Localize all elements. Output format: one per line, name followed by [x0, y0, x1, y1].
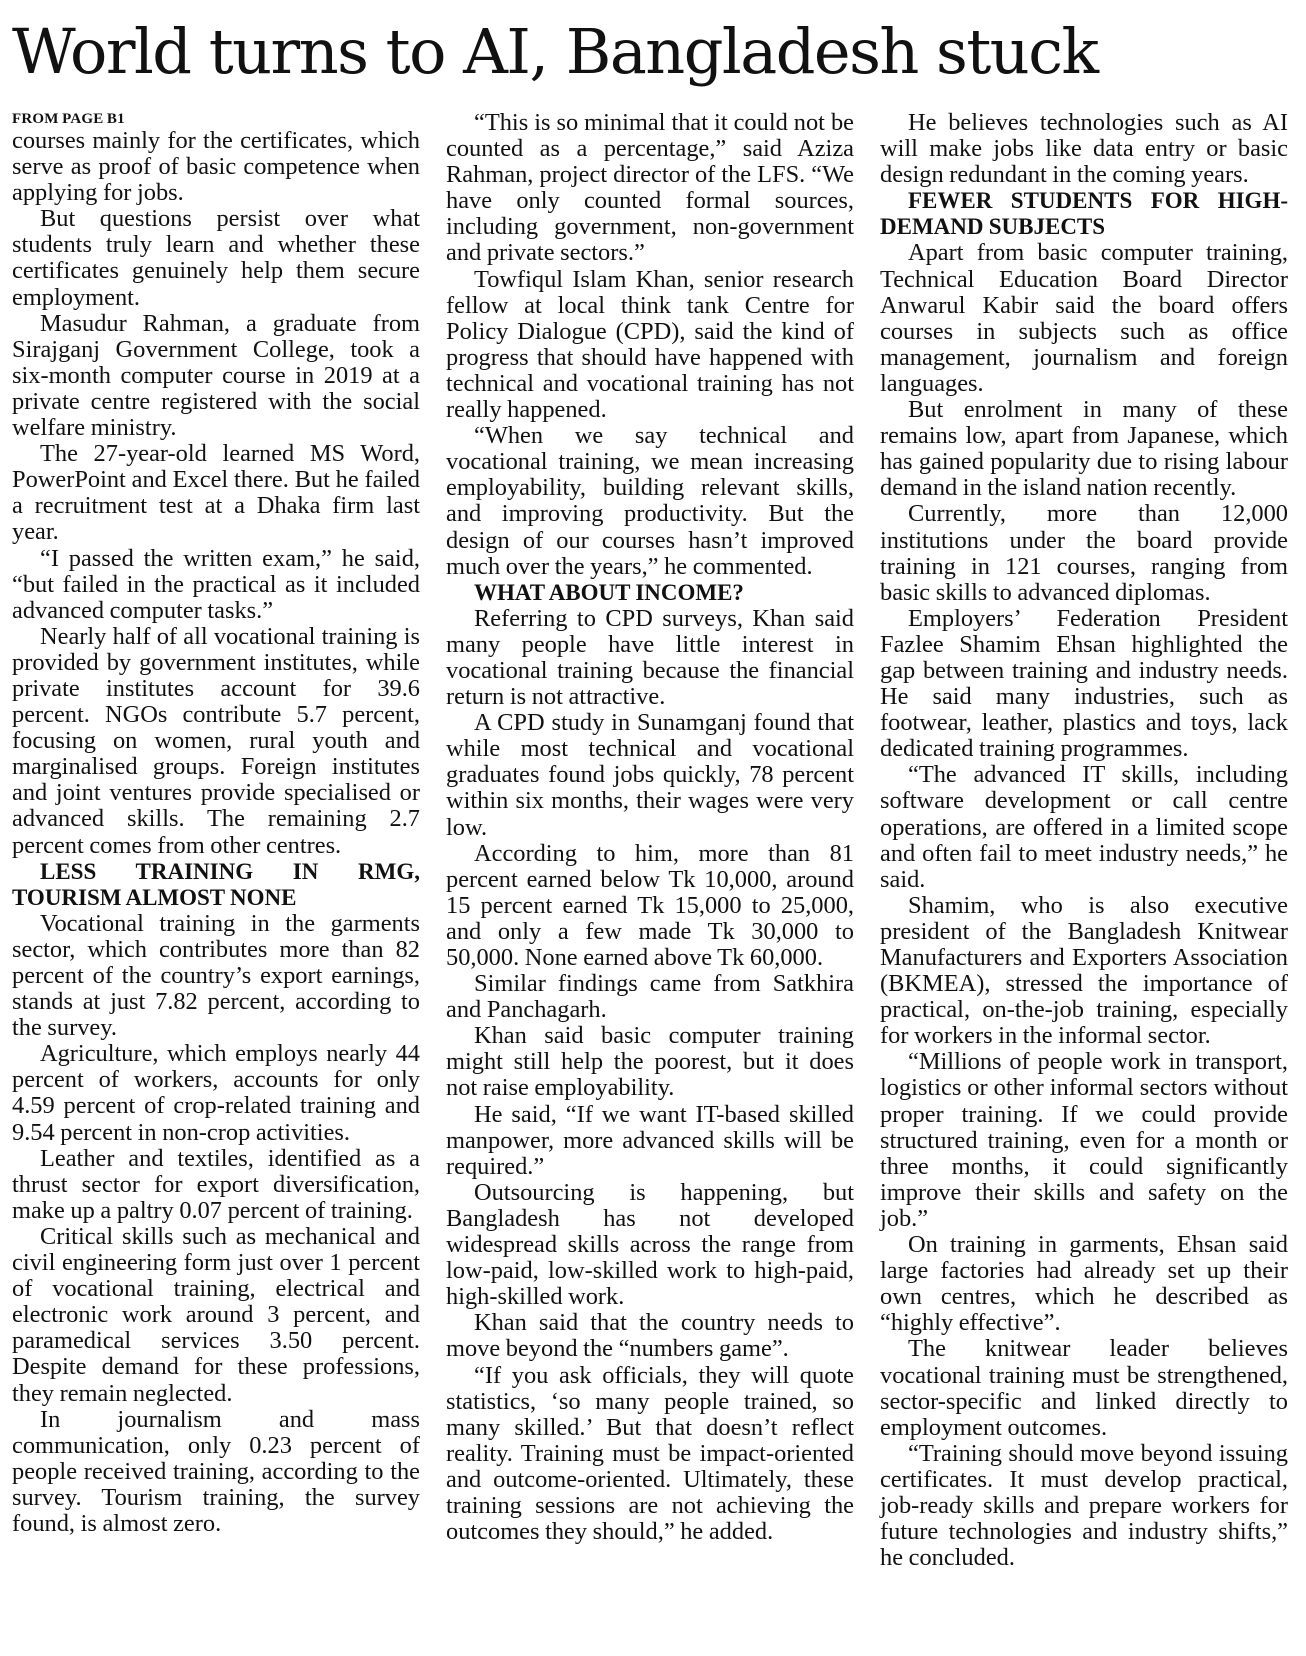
paragraph: But enrolment in many of these remains low, apart from Japanese, which has gained popularity due to rising labour demand in the island nation recently. — [880, 396, 1288, 502]
paragraph: Outsourcing is happening, but Bangladesh has not developed widespread skills across the range from low-paid, low-skilled work to high-paid, high-skilled work. — [446, 1178, 854, 1311]
paragraph: “Millions of people work in transport, logistics or other informal sectors without proper training. If we could provide structured training, even for a month or three months, it could significantly improve their skills and safety on the job.” — [880, 1048, 1288, 1232]
paragraph: Khan said that the country needs to move beyond the “numbers game”. — [446, 1309, 854, 1363]
paragraph: Masudur Rahman, a graduate from Sirajganj Government College, took a six-month computer course in 2019 at a private centre registered with the social welfare ministry. — [12, 309, 420, 442]
article-column-2 — [446, 110, 854, 1650]
paragraph: Agriculture, which employs nearly 44 percent of workers, accounts for only 4.59 percent of crop-related training and 9.54 percent in non-crop activities. — [12, 1040, 420, 1146]
paragraph: Shamim, who is also executive president of the Bangladesh Knitwear Manufacturers and Exporters Association (BKMEA), stressed the importance of practical, on-the-job training, especially for workers in the informal sector. — [880, 891, 1288, 1050]
headline: World turns to AI, Bangladesh stuck — [12, 15, 1098, 88]
paragraph: But questions persist over what students truly learn and whether these certificates genuinely help them secure employment. — [12, 205, 420, 311]
paragraph: The knitwear leader believes vocational training must be strengthened, sector-specific and linked directly to employment outcomes. — [880, 1335, 1288, 1441]
paragraph: He believes technologies such as AI will make jobs like data entry or basic design redundant in the coming years. — [880, 109, 1288, 189]
paragraph: “If you ask officials, they will quote statistics, ‘so many people trained, so many skilled.’ But that doesn’t reflect reality. Training must be impact-oriented and outcome-oriented. Ultimately, these training sessions are not achieving the outcomes they should,” he added. — [446, 1361, 854, 1546]
paragraph: Currently, more than 12,000 institutions under the board provide training in 121 courses, ranging from basic skills to advanced diplomas. — [880, 500, 1288, 606]
paragraph: “Training should move beyond issuing certificates. It must develop practical, job-ready skills and prepare workers for future technologies and industry shifts,” he concluded. — [880, 1439, 1288, 1572]
paragraph: “I passed the written exam,” he said, “but failed in the practical as it included advanced computer tasks.” — [12, 544, 420, 624]
paragraph: Referring to CPD surveys, Khan said many people have little interest in vocational training because the financial return is not attractive. — [446, 604, 854, 711]
paragraph: On training in garments, Ehsan said large factories had already set up their own centres, which he described as “highly effective”. — [880, 1231, 1288, 1337]
paragraph: Employers’ Federation President Fazlee Shamim Ehsan highlighted the gap between training and industry needs. He said many industries, such as footwear, leather, plastics and toys, lack dedicated training programmes. — [880, 604, 1288, 763]
paragraph: Khan said basic computer training might still help the poorest, but it does not raise employability. — [446, 1022, 854, 1102]
paragraph: “The advanced IT skills, including software development or call centre operations, are offered in a limited scope and often fail to meet industry needs,” he said. — [880, 761, 1288, 893]
paragraph: A CPD study in Sunamganj found that while most technical and vocational graduates found jobs quickly, 78 percent within six months, their wages were very low. — [446, 709, 854, 841]
paragraph: Leather and textiles, identified as a thrust sector for export diversification, make up a paltry 0.07 percent of training. — [12, 1144, 420, 1224]
paragraph: “This is so minimal that it could not be counted as a percentage,” said Aziza Rahman, project director of the LFS. “We have only counted formal sources, including government, non-government and private sectors.” — [446, 109, 854, 267]
paragraph: “When we say technical and vocational training, we mean increasing employability, building relevant skills, and improving productivity. But the design of our courses hasn’t improved much over the years,” he commented. — [446, 422, 854, 580]
subheading: LESS TRAINING IN RMG, TOURISM ALMOST NONE — [12, 858, 420, 910]
paragraph: According to him, more than 81 percent earned below Tk 10,000, around 15 percent earned Tk 15,000 to 25,000, and only a few made Tk 30,000 to 50,000. None earned above Tk 60,000. — [446, 839, 854, 971]
paragraph: He said, “If we want IT-based skilled manpower, more advanced skills will be required.” — [446, 1100, 854, 1180]
paragraph: Apart from basic computer training, Technical Education Board Director Anwarul Kabir said the board offers courses in subjects such as office management, journalism and foreign languages. — [880, 239, 1288, 397]
paragraph: Nearly half of all vocational training is provided by government institutes, while private institutes account for 39.6 percent. NGOs contribute 5.7 percent, focusing on women, rural youth and marginalised groups. Foreign institutes and joint ventures provide specialised or advanced skills. The remaining 2.7 percent comes from other centres. — [12, 622, 420, 859]
paragraph: In journalism and mass communication, only 0.23 percent of people received training, according to the survey. Tourism training, the survey found, is almost zero. — [12, 1405, 420, 1537]
paragraph: Similar findings came from Satkhira and Panchagarh. — [446, 970, 854, 1024]
article-column-1 — [12, 110, 420, 1650]
subheading: FEWER STUDENTS FOR HIGH-DEMAND SUBJECTS — [880, 188, 1288, 240]
continued-from-kicker: FROM PAGE B1 — [12, 111, 125, 127]
paragraph: courses mainly for the certificates, which serve as proof of basic competence when applying for jobs. — [12, 127, 420, 207]
subheading: WHAT ABOUT INCOME? — [474, 579, 744, 605]
paragraph: Towfiqul Islam Khan, senior research fellow at local think tank Centre for Policy Dialogue (CPD), said the kind of progress that should have happened with technical and vocational training has not really happened. — [446, 265, 854, 424]
paragraph: The 27-year-old learned MS Word, PowerPoint and Excel there. But he failed a recruitment test at a Dhaka firm last year. — [12, 440, 420, 546]
article-column-3 — [880, 110, 1288, 1650]
paragraph: Vocational training in the garments sector, which contributes more than 82 percent of the country’s export earnings, stands at just 7.82 percent, according to the survey. — [12, 909, 420, 1042]
paragraph: Critical skills such as mechanical and civil engineering form just over 1 percent of vocational training, electrical and electronic work around 3 percent, and paramedical services 3.50 percent. Despite demand for these professions, they remain neglected. — [12, 1222, 420, 1407]
